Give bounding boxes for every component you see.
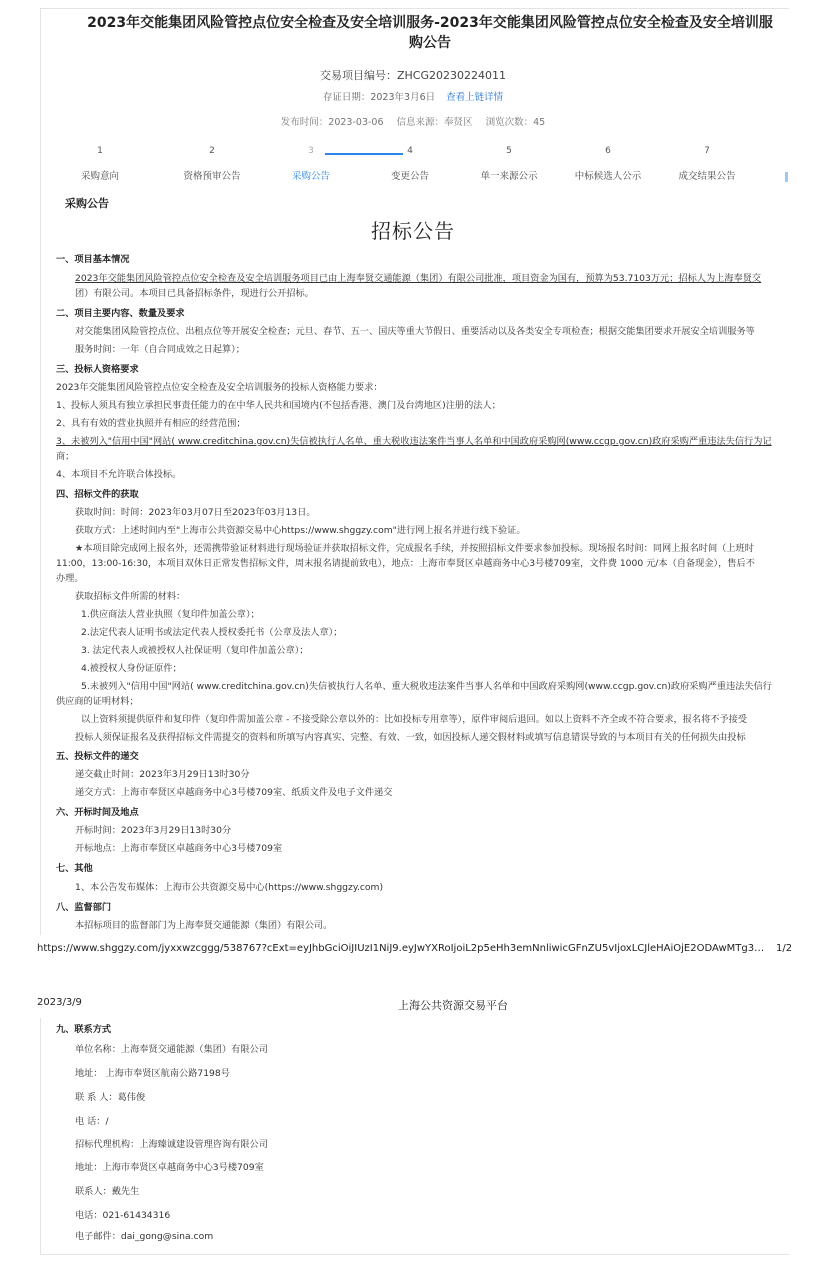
text-line: 投标人须保证报名及获得招标文件需提交的资料和所填写内容真实、完整、有效、一致，如因投标人递交假材料或填写信息错误导致的与本项目有关的任何损失由投标 — [75, 732, 746, 743]
text-line: 开标时间：2023年3月29日13时30分 — [75, 825, 232, 836]
text-line: 获取方式：上述时间内至"上海市公共资源交易中心https://www.shggzy.com"进行网上报名并进行线下验证。 — [75, 525, 526, 536]
contact-line: 联系人：戴先生 — [75, 1186, 140, 1197]
step-5[interactable] — [459, 146, 559, 182]
cert-date: 存证日期：2023年3月6日 — [322, 92, 436, 103]
chain-detail-link[interactable]: 查看上链详情 — [446, 92, 504, 103]
document-title: 招标公告 — [371, 219, 455, 243]
step-number: 2 — [209, 146, 215, 156]
text-line: 1、本公告发布媒体：上海市公共资源交易中心(https://www.shggzy.com) — [75, 882, 384, 893]
text-line: 商； — [56, 451, 75, 462]
step-number: 1 — [97, 146, 103, 156]
text-line: 1、投标人须具有独立承担民事责任能力的在中华人民共和国境内(不包括香港、澳门及台湾地区)注册的法人； — [56, 400, 501, 411]
heading-s2: 二、项目主要内容、数量及要求 — [56, 308, 185, 319]
section-heading: 采购公告 — [65, 197, 109, 210]
step-overflow-marker — [785, 172, 788, 182]
text-line: 1.供应商法人营业执照（复印件加盖公章）； — [81, 609, 260, 620]
contact-line: 联 系 人：葛伟俊 — [75, 1092, 146, 1103]
info-source: 信息来源：奉贤区 — [396, 117, 473, 128]
step-label: 资格预审公告 — [183, 171, 241, 182]
contact-line: 电话：021-61434316 — [75, 1210, 171, 1221]
publish-meta — [0, 114, 826, 128]
text-line: 递交方式：上海市奉贤区卓越商务中心3号楼709室、纸质文件及电子文件递交 — [75, 787, 393, 798]
text-line: 2.法定代表人证明书或法定代表人授权委托书（公章及法人章）； — [81, 627, 343, 638]
heading-s6: 六、开标时间及地点 — [56, 807, 139, 818]
text-line: 递交截止时间：2023年3月29日13时30分 — [75, 769, 250, 780]
step-label: 采购意向 — [80, 171, 119, 182]
text-line: 5.未被列入"信用中国"网站( www.creditchina.gov.cn)失信被执行人名单、重大税收违法案件当事人名单和中国政府采购网(www.ccgp.gov.cn)政府采购严重违法失信行 — [81, 681, 772, 692]
text-line: 以上资料须提供原件和复印件（复印件需加盖公章 - 不接受除公章以外的：比如投标专用章等），原件审阅后退回。如以上资料不齐全或不符合要求，报名将不予接受 — [81, 714, 748, 725]
text-line: 3、未被列入"信用中国"网站( www.creditchina.gov.cn)失信被执行人名单、重大税收违法案件当事人名单和中国政府采购网(www.ccgp.gov.cn)政府采购严重违法失信行为记 — [56, 436, 772, 447]
cert-date-row — [0, 89, 826, 103]
step-number: 6 — [605, 146, 611, 156]
step-label: 采购公告 — [291, 171, 330, 182]
step-1[interactable] — [50, 146, 150, 182]
print-page-number: 1/2 — [776, 943, 793, 954]
heading-s8: 八、监督部门 — [56, 902, 112, 913]
step-label: 中标候选人公示 — [574, 171, 642, 182]
step-label: 成交结果公告 — [678, 171, 736, 182]
text-line: 2023年交能集团风险管控点位安全检查及安全培训服务的投标人资格能力要求： — [56, 382, 383, 393]
step-label: 变更公告 — [390, 171, 429, 182]
contact-line: 电子邮件：dai_gong@sina.com — [75, 1231, 214, 1242]
text-line: ★本项目除完成网上报名外，还需携带验证材料进行现场验证并获取招标文件，完成报名手续，并按照招标文件要求参加投标。现场报名时间：同网上报名时间（上班时 — [75, 543, 754, 554]
step-2[interactable] — [162, 146, 262, 182]
step-6[interactable] — [558, 146, 658, 182]
process-steps — [60, 146, 820, 186]
print-header-site: 上海公共资源交易平台 — [398, 999, 508, 1012]
title-line-1: 2023年交能集团风险管控点位安全检查及安全培训服务-2023年交能集团风险管控点位安全检查及安全培训服 — [87, 15, 773, 31]
text-line: 2023年交能集团风险管控点位安全检查及安全培训服务项目已由上海奉贤交通能源（集团）有限公司批准，项目资金为国有，预算为53.7103万元；招标人为上海奉贤交 — [75, 273, 762, 284]
step-label: 单一来源公示 — [480, 171, 538, 182]
contact-line: 地址：上海市奉贤区卓越商务中心3号楼709室 — [75, 1162, 264, 1173]
project-number: 交易项目编号：ZHCG20230224011 — [320, 69, 506, 82]
heading-s7: 七、其他 — [56, 863, 93, 874]
text-line: 办理。 — [56, 573, 84, 584]
step-number: 3 — [308, 146, 314, 156]
page-title — [50, 13, 810, 53]
contact-line: 地址： 上海市奉贤区航南公路7198号 — [75, 1068, 230, 1079]
text-line: 4、本项目不允许联合体投标。 — [56, 469, 182, 480]
text-line: 本招标项目的监督部门为上海奉贤交通能源（集团）有限公司。 — [75, 920, 333, 931]
heading-s1: 一、项目基本情况 — [56, 254, 130, 265]
heading-s9: 九、联系方式 — [56, 1024, 112, 1035]
contact-line: 招标代理机构：上海臻诚建设管理咨询有限公司 — [75, 1139, 268, 1150]
title-line-2: 购公告 — [409, 35, 451, 51]
text-line: 获取招标文件所需的材料： — [75, 591, 186, 602]
text-line: 11:00，13:00-16:30，本项目双休日正常发售招标文件，周末报名请提前致电），地点：上海市奉贤区卓越商务中心3号楼709室，文件费 1000 元/本（自备现金），售后不 — [56, 558, 755, 569]
step-number: 7 — [704, 146, 710, 156]
contact-line: 单位名称：上海奉贤交通能源（集团）有限公司 — [75, 1044, 268, 1055]
step-number: 4 — [407, 146, 413, 156]
text-line: 供应商的证明材料； — [56, 696, 139, 707]
heading-s5: 五、投标文件的递交 — [56, 751, 139, 762]
step-3[interactable] — [261, 146, 361, 182]
heading-s4: 四、招标文件的获取 — [56, 489, 139, 500]
heading-s3: 三、投标人资格要求 — [56, 364, 139, 375]
step-7[interactable] — [657, 146, 757, 182]
print-footer-url: https://www.shggzy.com/jyxxwzcggg/538767?cExt=eyJhbGciOiJIUzI1NiJ9.eyJwYXRoIjoiL2p5eHh3emNnliwicGFnZU5vIjoxLCJleHAiOjE2ODAwMTg3… — [37, 943, 765, 954]
step-number: 5 — [506, 146, 512, 156]
print-header-date: 2023/3/9 — [37, 997, 82, 1008]
contact-line: 电 话：/ — [75, 1116, 109, 1127]
publish-time: 发布时间：2023-03-06 — [280, 117, 384, 128]
text-line: 获取时间：时间：2023年03月07日至2023年03月13日。 — [75, 507, 316, 518]
text-line: 服务时间：一年（自合同成效之日起算）； — [75, 344, 245, 355]
text-line: 4.被授权人身份证原件； — [81, 663, 182, 674]
view-count: 浏览次数：45 — [485, 117, 546, 128]
text-line: 2、具有有效的营业执照并有相应的经营范围； — [56, 418, 246, 429]
step-4[interactable] — [360, 146, 460, 182]
text-line: 开标地点：上海市奉贤区卓越商务中心3号楼709室 — [75, 843, 283, 854]
text-line: 3. 法定代表人或被授权人社保证明（复印件加盖公章）； — [81, 645, 309, 656]
text-line: 团）有限公司。本项目已具备招标条件，现进行公开招标。 — [75, 288, 314, 299]
text-line: 对交能集团风险管控点位、出租点位等开展安全检查；元旦、春节、五一、国庆等重大节假日、重要活动以及各类安全专项检查；根据交能集团要求开展安全培训服务等 — [75, 326, 755, 337]
